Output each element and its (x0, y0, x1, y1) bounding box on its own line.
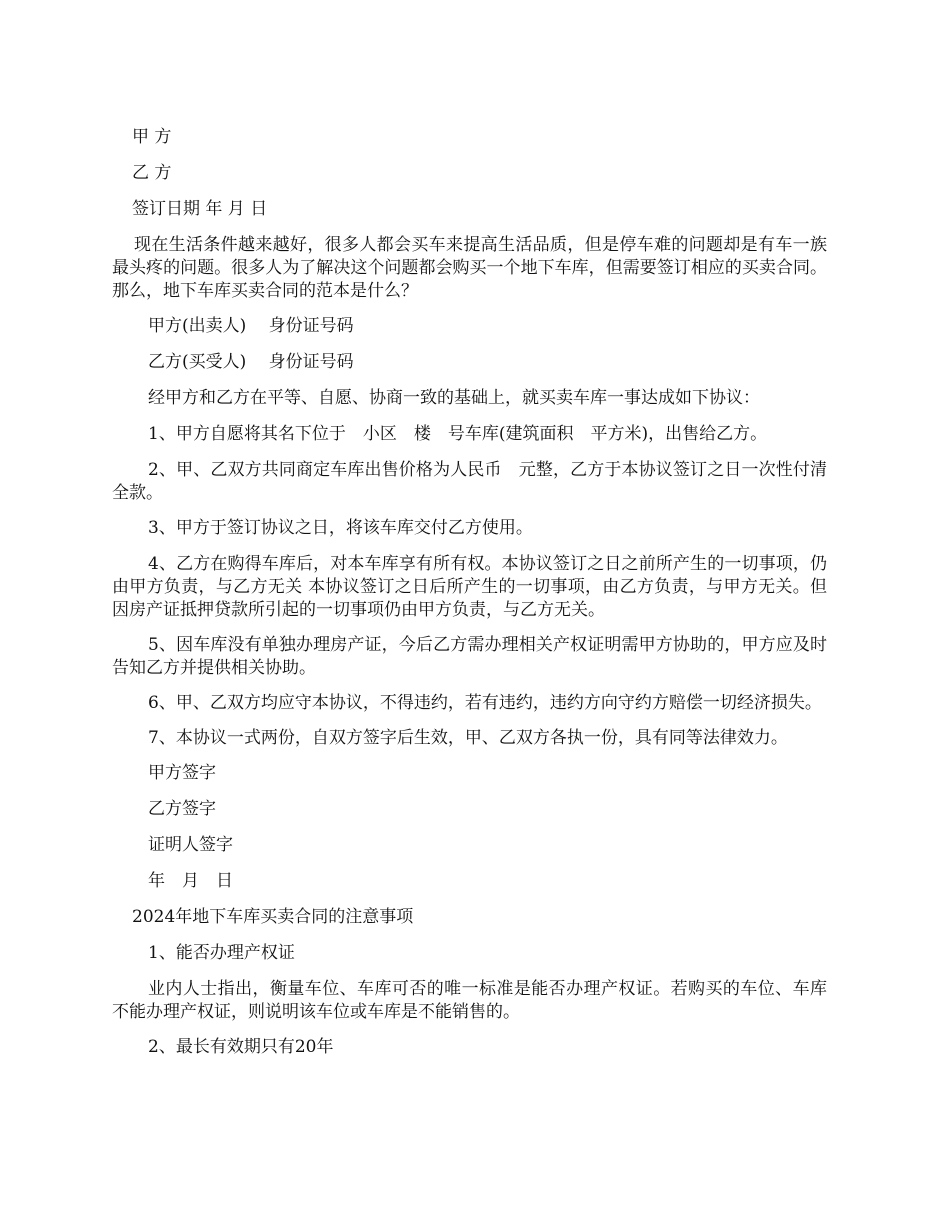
signature-witness: 证明人签字 (148, 835, 233, 855)
notes-item-2-heading: 2、最长有效期只有20年 (148, 1037, 334, 1057)
clause-3: 3、甲方于签订协议之日，将该车库交付乙方使用。 (148, 518, 533, 538)
header-party-b: 乙 方 (132, 163, 172, 183)
preamble-paragraph: 经甲方和乙方在平等、自愿、协商一致的基础上，就买卖车库一事达成如下协议： (148, 388, 760, 408)
clause-5: 5、因车库没有单独办理房产证，今后乙方需办理相关产权证明需甲方协助的，甲方应及时告知乙方并提供相关协助。 (112, 635, 827, 678)
clause-4: 4、乙方在购得车库后，对本车库享有所有权。本协议签订之日之前所产生的一切事项，仍由甲方负责，与乙方无关 本协议签订之日后所产生的一切事项，由乙方负责，与甲方无关。但因房产证抵押贷款所引起的一切事项仍由甲方负责，与乙方无关。 (112, 554, 827, 620)
header-party-a: 甲 方 (132, 127, 172, 147)
buyer-line: 乙方(买受人) 身份证号码 (148, 352, 354, 372)
signature-date: 年 月 日 (148, 871, 233, 891)
notes-title: 2024年地下车库买卖合同的注意事项 (132, 907, 414, 927)
signature-party-b: 乙方签字 (148, 799, 216, 819)
document-body (112, 126, 827, 1072)
clause-7: 7、本协议一式两份，自双方签字后生效，甲、乙双方各执一份，具有同等法律效力。 (148, 728, 788, 748)
intro-paragraph: 现在生活条件越来越好，很多人都会买车来提高生活品质，但是停车难的问题却是有车一族最头疼的问题。很多人为了解决这个问题都会购买一个地下车库，但需要签订相应的买卖合同。那么，地下车库买卖合同的范本是什么？ (112, 235, 827, 301)
notes-item-1-text: 业内人士指出，衡量车位、车库可否的唯一标准是能否办理产权证。若购买的车位、车库不能办理产权证，则说明该车位或车库是不能销售的。 (112, 979, 827, 1022)
notes-item-1-heading: 1、能否办理产权证 (148, 943, 295, 963)
signature-party-a: 甲方签字 (148, 763, 216, 783)
seller-line: 甲方(出卖人) 身份证号码 (148, 316, 354, 336)
header-sign-date: 签订日期 年 月 日 (132, 199, 268, 219)
clause-1: 1、甲方自愿将其名下位于 小区 楼 号车库(建筑面积 平方米)，出售给乙方。 (148, 424, 768, 444)
clause-2: 2、甲、乙双方共同商定车库出售价格为人民币 元整，乙方于本协议签订之日一次性付清全款。 (112, 460, 827, 503)
clause-6: 6、甲、乙双方均应守本协议，不得违约，若有违约，违约方向守约方赔偿一切经济损失。 (148, 693, 822, 713)
